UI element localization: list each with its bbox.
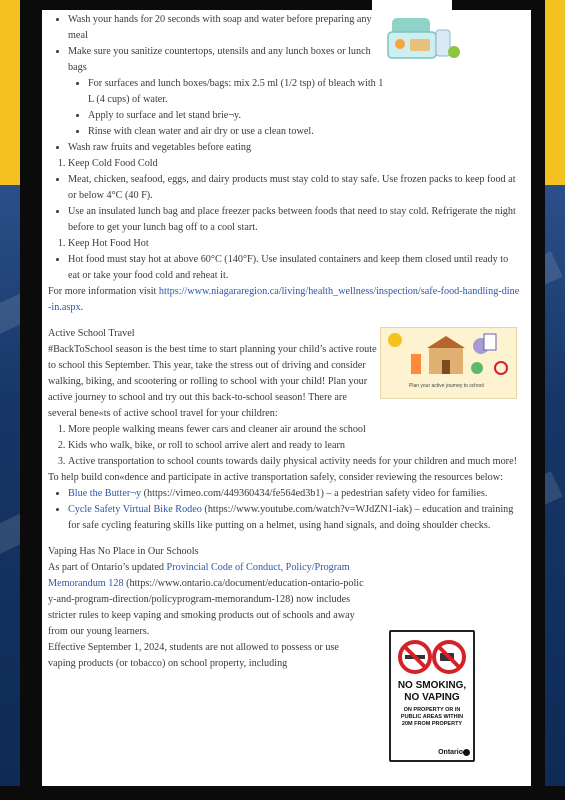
list-item: • For surfaces and lunch boxes/bags: mix 2.5 ml (1/2 tsp) of bleach with 1 L (4 cups) of water. xyxy=(88,76,388,108)
sign-line-2: PUBLIC AREAS WITHIN xyxy=(400,714,464,720)
list-item: • Wash your hands for 20 seconds with soap and water before preparing any meal xyxy=(68,12,388,44)
active-travel-heading: Active School Travel xyxy=(48,328,135,339)
list-item: 2. Kids who walk, bike, or roll to school arrive alert and ready to learn xyxy=(68,438,520,454)
blue-the-butterfly-link[interactable]: Blue the Butter¬y xyxy=(68,488,142,499)
document-content xyxy=(48,12,520,672)
resources-intro: To help build con«dence and participate in active transportation safely, consider reviewing the resources below: xyxy=(48,472,503,483)
hot-food-heading: 1. Keep Hot Food Hot xyxy=(48,236,520,252)
sign-line-3: 20M FROM PROPERTY xyxy=(401,721,463,727)
hot-food-list xyxy=(48,252,520,284)
sign-brand: Ontario xyxy=(438,749,463,756)
right-decorative-background xyxy=(531,0,565,800)
resources-list xyxy=(48,486,520,534)
list-item: 3. Active transportation to school counts towards daily physical activity needs for your children and much more! xyxy=(68,454,520,470)
list-item: • Blue the Butter¬y (https://vimeo.com/449360434/fe564ed3b1) – a pedestrian safety video for families. xyxy=(68,486,520,502)
vaping-paragraph: As part of Ontario’s updated Provincial Code of Conduct, Policy/Program Memorandum 128 (https://www.ontario.ca/document/education-ontario-policy-and-program-direction/policyprogram-memorandum-128) now includes stricter rules to keep vaping and smoking products out of schools and away from our young learners. xyxy=(48,562,364,637)
list-item: • Cycle Safety Virtual Bike Rodeo (https://www.youtube.com/watch?v=WJdZN1-iak) – education and training for safe cycling featuring skills like putting on a helmet, using hand signals, and doing shoulder checks. xyxy=(68,502,520,534)
food-safety-list xyxy=(48,12,520,156)
cold-food-heading: 1. Keep Cold Food Cold xyxy=(48,156,520,172)
sign-title-2: NO VAPING xyxy=(404,692,460,703)
cold-food-list xyxy=(48,172,520,236)
vaping-effective-paragraph: Effective September 1, 2024, students are not allowed to possess or use vaping products (or tobacco) on school property, including xyxy=(48,642,339,669)
list-item: • Wash raw fruits and vegetables before eating xyxy=(68,140,520,156)
list-item: • Make sure you sanitize countertops, utensils and any lunch boxes or lunch bags • For surfaces and lunch boxes/bags: mix 2.5 ml (1/2 tsp) of bleach with 1 L (4 cups) of water. • Apply to surface and let stand brie¬y. • Rinse with clean water and air dry or use a clean towel. xyxy=(68,44,388,140)
ontario-logo-icon xyxy=(463,749,470,756)
list-item: 1. More people walking means fewer cars and cleaner air around the school xyxy=(68,422,520,438)
left-decorative-background xyxy=(0,0,42,800)
list-item: • Use an insulated lunch bag and place freezer packs between foods that need to stay cold. Refrigerate the night before to get your lunch bag off to a cool start. xyxy=(68,204,520,236)
list-item: • Meat, chicken, seafood, eggs, and dairy products must stay cold to stay safe. Use frozen packs to keep food at or below 4°C (40 F). xyxy=(68,172,520,204)
bottom-border xyxy=(0,786,565,800)
active-travel-intro: #BackToSchool season is the best time to start planning your child’s active route to school this September. This year, take the stress out of driving and consider walking, biking, and scootering or rolling to school with your child! Plan your active journey to school and try out this back-to-school season! There are several bene«ts of active school travel for your children: xyxy=(48,344,377,419)
benefits-list xyxy=(48,422,520,470)
sign-line-1: ON PROPERTY OR IN xyxy=(403,707,461,713)
list-item: • Hot food must stay hot at above 60°C (140°F). Use insulated containers and keep them closed until ready to eat or take your food cold and reheat it. xyxy=(68,252,520,284)
list-item: • Rinse with clean water and air dry or use a clean towel. xyxy=(88,124,388,140)
more-info-paragraph: For more information visit https://www.niagararegion.ca/living/health_wellness/inspection/safe-food-handling-dine-in.aspx. xyxy=(48,286,520,313)
food-handling-link[interactable]: https://www.niagararegion.ca/living/health_wellness/inspection/safe-food-handling-dine-in.aspx xyxy=(48,286,520,313)
bike-rodeo-link[interactable]: Cycle Safety Virtual Bike Rodeo xyxy=(68,504,202,515)
list-item: • Apply to surface and let stand brie¬y. xyxy=(88,108,388,124)
vaping-heading: Vaping Has No Place in Our Schools xyxy=(48,546,199,557)
travel-figure-caption: Plan your active journey to school xyxy=(409,383,484,389)
sign-title-1: NO SMOKING, xyxy=(397,680,467,691)
code-of-conduct-link[interactable]: Provincial Code of Conduct, Policy/Program Memorandum 128 xyxy=(48,562,350,589)
